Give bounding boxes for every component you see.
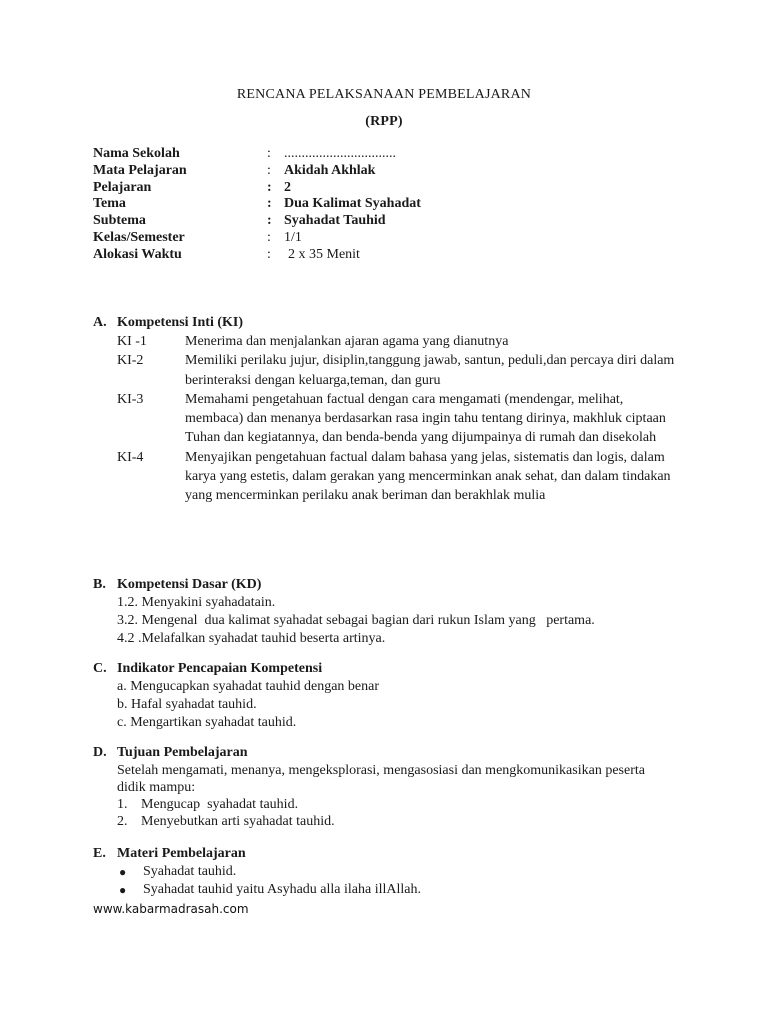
identity-value: 2	[284, 179, 291, 195]
document-subtitle: (RPP)	[365, 114, 403, 129]
section-kompetensi-inti	[93, 314, 693, 506]
section-letter: A.	[93, 315, 107, 330]
kd-line: 3.2. Mengenal dua kalimat syahadat sebagai bagian dari rukun Islam yang pertama.	[117, 613, 595, 628]
tujuan-item	[93, 796, 693, 813]
section-heading	[93, 314, 693, 332]
identity-colon: :	[267, 246, 271, 262]
materi-item	[93, 881, 693, 899]
ki-text: Menyajikan pengetahuan factual dalam bahasa yang jelas, sistematis dan logis, dalam karya yang estetis, dalam gerakan yang mencerminkan anak sehat, dan dalam tindakan yang mencerminkan perilaku anak beriman dan berakhlak mulia	[185, 449, 671, 504]
section-title: Kompetensi Dasar (KD)	[117, 577, 262, 592]
bullet-icon: ●	[119, 883, 127, 897]
identity-value: 1/1	[284, 229, 302, 245]
item-text: Syahadat tauhid.	[143, 864, 237, 879]
identity-label: Subtema	[93, 213, 146, 229]
section-kompetensi-dasar	[93, 576, 693, 648]
identity-row-tema	[93, 196, 653, 213]
materi-item	[93, 863, 693, 881]
section-title: Indikator Pencapaian Kompetensi	[117, 661, 323, 676]
identity-row-subtema	[93, 213, 653, 230]
item-number: 1.	[117, 797, 128, 812]
ki-text: Memiliki perilaku jujur, disiplin,tanggung jawab, santun, peduli,dan percaya diri dalam berinteraksi dengan keluarga,teman, dan guru	[185, 353, 675, 388]
indicator-line: a. Mengucapkan syahadat tauhid dengan benar	[117, 679, 380, 694]
ki-code: KI-4	[117, 449, 144, 465]
tujuan-item	[93, 813, 693, 830]
identity-colon: :	[267, 213, 272, 229]
identity-row-pelajaran	[93, 180, 653, 197]
section-title: Tujuan Pembelajaran	[117, 745, 248, 760]
identity-colon: :	[267, 229, 271, 245]
identity-colon: :	[267, 179, 272, 195]
identity-value: 2 x 35 Menit	[288, 246, 360, 262]
indicator-line: c. Mengartikan syahadat tauhid.	[117, 715, 297, 730]
ki-text: Memahami pengetahuan factual dengan cara mengamati (mendengar, melihat, membaca) dan menanya berdasarkan rasa ingin tahu tentang dirinya, makhluk ciptaan Tuhan dan kegiatannya, dan benda-benda yang dijumpainya di rumah dan disekolah	[185, 391, 666, 446]
identity-row-alokasi-waktu	[93, 247, 653, 264]
identity-table	[93, 146, 653, 264]
ki-code: KI-3	[117, 391, 144, 407]
item-number: 2.	[117, 814, 128, 829]
identity-label: Mata Pelajaran	[93, 162, 187, 178]
ki-code: KI -1	[117, 334, 147, 349]
identity-label: Alokasi Waktu	[93, 246, 182, 262]
ki-code: KI-2	[117, 353, 144, 369]
section-title: Materi Pembelajaran	[117, 846, 246, 861]
section-indikator	[93, 660, 693, 732]
identity-value: ................................	[284, 146, 396, 161]
identity-colon: :	[267, 196, 272, 212]
identity-label: Nama Sekolah	[93, 146, 180, 161]
identity-row-mata-pelajaran	[93, 163, 653, 180]
tujuan-intro: Setelah mengamati, menanya, mengeksplorasi, mengasosiasi dan mengkomunikasikan peserta didik mampu:	[117, 763, 645, 795]
identity-colon: :	[267, 162, 271, 178]
footer-website: www.kabarmadrasah.com	[93, 902, 249, 916]
section-letter: C.	[93, 661, 107, 676]
kd-line: 4.2 .Melafalkan syahadat tauhid beserta artinya.	[117, 631, 386, 646]
ki-item	[93, 351, 693, 390]
section-heading	[93, 660, 693, 678]
identity-label: Kelas/Semester	[93, 229, 185, 245]
section-letter: E.	[93, 846, 106, 861]
identity-row-nama-sekolah	[93, 146, 653, 163]
bullet-icon: ●	[119, 865, 127, 879]
ki-item	[93, 332, 693, 351]
identity-value: Syahadat Tauhid	[284, 213, 386, 229]
indicator-line: b. Hafal syahadat tauhid.	[117, 697, 257, 712]
kd-line: 1.2. Menyakini syahadatain.	[117, 595, 276, 610]
ki-text: Menerima dan menjalankan ajaran agama yang dianutnya	[185, 334, 509, 349]
section-letter: D.	[93, 745, 107, 760]
item-text: Mengucap syahadat tauhid.	[141, 797, 299, 812]
document-title: RENCANA PELAKSANAAN PEMBELAJARAN	[236, 87, 532, 102]
item-text: Menyebutkan arti syahadat tauhid.	[141, 814, 335, 829]
section-letter: B.	[93, 577, 106, 592]
identity-label: Tema	[93, 196, 126, 212]
ki-item	[93, 448, 693, 506]
identity-label: Pelajaran	[93, 179, 152, 195]
identity-row-kelas-semester	[93, 230, 653, 247]
section-heading	[93, 576, 693, 594]
section-heading	[93, 845, 693, 863]
item-text: Syahadat tauhid yaitu Asyhadu alla ilaha illAllah.	[143, 882, 421, 897]
section-heading	[93, 744, 693, 762]
ki-item	[93, 390, 693, 448]
section-materi	[93, 845, 693, 899]
section-tujuan	[93, 744, 693, 830]
identity-value: Akidah Akhlak	[284, 162, 376, 178]
identity-colon: :	[267, 146, 271, 161]
identity-value: Dua Kalimat Syahadat	[284, 196, 421, 212]
section-title: Kompetensi Inti (KI)	[117, 315, 243, 330]
